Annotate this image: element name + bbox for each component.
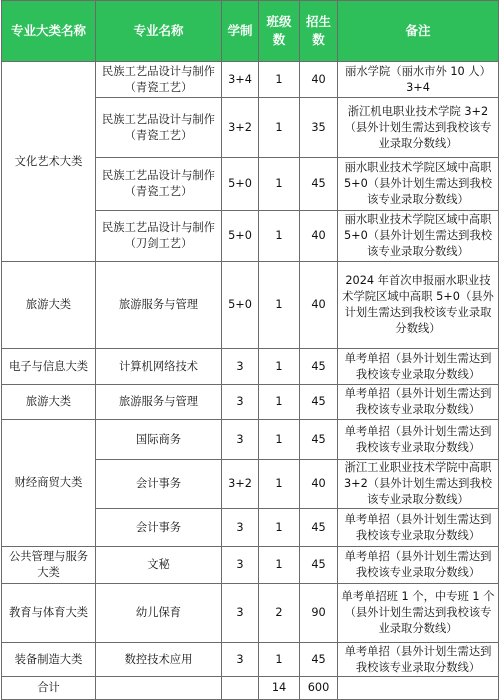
note-cell: 丽水职业技术学院区域中高职 5+0（县外计划生需达到我校该专业录取分数线） [338, 211, 499, 262]
total-classes: 14 [259, 677, 300, 700]
classes-cell: 1 [259, 460, 300, 509]
enroll-cell: 35 [300, 98, 338, 158]
major-cell: 民族工艺品设计与制作（青瓷工艺） [96, 62, 222, 98]
table-row [2, 385, 499, 420]
note-cell: 单考单招班 1 个，中专班 1 个（县外计划生需达到我校该专业录取分数线） [338, 584, 499, 643]
table-row [2, 643, 499, 677]
system-cell: 5+0 [222, 262, 259, 349]
category-cell: 文化艺术大类 [2, 62, 96, 262]
header-category: 专业大类名称 [2, 1, 96, 62]
major-cell: 会计事务 [96, 460, 222, 509]
note-cell: 单考单招（县外计划生需达到我校该专业录取分数线） [338, 349, 499, 385]
note-cell: 单考单招（县外计划生需达到我校该专业录取分数线） [338, 385, 499, 420]
enroll-cell: 45 [300, 420, 338, 460]
system-cell: 3 [222, 349, 259, 385]
category-cell: 财经商贸大类 [2, 420, 96, 547]
category-cell: 旅游大类 [2, 385, 96, 420]
enroll-cell: 40 [300, 262, 338, 349]
major-cell: 国际商务 [96, 420, 222, 460]
enroll-cell: 45 [300, 547, 338, 584]
classes-cell: 1 [259, 211, 300, 262]
total-label: 合计 [2, 677, 96, 700]
classes-cell: 1 [259, 420, 300, 460]
note-cell: 单考单招（县外计划生需达到我校该专业录取分数线） [338, 643, 499, 677]
note-cell: 浙江机电职业技术学院 3+2（县外计划生需达到我校该专业录取分数线） [338, 98, 499, 158]
system-cell: 3 [222, 584, 259, 643]
note-cell: 单考单招（县外计划生需达到我校该专业录取分数线） [338, 547, 499, 584]
major-cell: 旅游服务与管理 [96, 262, 222, 349]
enroll-cell: 45 [300, 509, 338, 547]
system-cell: 3+2 [222, 98, 259, 158]
enroll-cell: 45 [300, 643, 338, 677]
major-cell: 计算机网络技术 [96, 349, 222, 385]
enroll-cell: 40 [300, 211, 338, 262]
system-cell: 5+0 [222, 158, 259, 211]
header-system: 学制 [222, 1, 259, 62]
classes-cell: 1 [259, 643, 300, 677]
note-cell: 单考单招（县外计划生需达到我校该专业录取分数线） [338, 420, 499, 460]
category-cell: 旅游大类 [2, 262, 96, 349]
enroll-cell: 45 [300, 158, 338, 211]
note-cell: 丽水学院（丽水市外 10 人）3+4 [338, 62, 499, 98]
classes-cell: 1 [259, 262, 300, 349]
classes-cell: 1 [259, 509, 300, 547]
enrollment-plan-table [1, 0, 499, 700]
system-cell: 3 [222, 509, 259, 547]
major-cell: 民族工艺品设计与制作（青瓷工艺） [96, 158, 222, 211]
table-row [2, 349, 499, 385]
enroll-cell: 90 [300, 584, 338, 643]
table-row [2, 420, 499, 460]
table-row [2, 262, 499, 349]
system-cell: 3 [222, 547, 259, 584]
header-major: 专业名称 [96, 1, 222, 62]
header-note: 备注 [338, 1, 499, 62]
header-enroll: 招生数 [300, 1, 338, 62]
table-row [2, 62, 499, 98]
system-cell: 3+2 [222, 460, 259, 509]
enroll-cell: 40 [300, 460, 338, 509]
system-cell: 3 [222, 643, 259, 677]
major-cell: 会计事务 [96, 509, 222, 547]
note-cell: 浙江工业职业技术学院中高职 3+2（县外计划生需达到我校该专业录取分数线） [338, 460, 499, 509]
major-cell: 数控技术应用 [96, 643, 222, 677]
table-row [2, 547, 499, 584]
classes-cell: 1 [259, 385, 300, 420]
enroll-cell: 45 [300, 349, 338, 385]
major-cell: 文秘 [96, 547, 222, 584]
classes-cell: 1 [259, 98, 300, 158]
header-classes: 班级数 [259, 1, 300, 62]
major-cell: 民族工艺品设计与制作（刀剑工艺） [96, 211, 222, 262]
table-row [2, 584, 499, 643]
enroll-cell: 40 [300, 62, 338, 98]
category-cell: 装备制造大类 [2, 643, 96, 677]
classes-cell: 2 [259, 584, 300, 643]
header-row [2, 1, 499, 62]
category-cell: 公共管理与服务大类 [2, 547, 96, 584]
system-cell: 3+4 [222, 62, 259, 98]
note-cell: 2024 年首次申报丽水职业技术学院区域中高职 5+0（县外计划生需达到我校该专业录取分数线） [338, 262, 499, 349]
system-cell: 3 [222, 420, 259, 460]
classes-cell: 1 [259, 349, 300, 385]
classes-cell: 1 [259, 158, 300, 211]
category-cell: 教育与体育大类 [2, 584, 96, 643]
total-enroll: 600 [300, 677, 338, 700]
system-cell: 3 [222, 385, 259, 420]
major-cell: 幼儿保育 [96, 584, 222, 643]
note-cell: 丽水职业技术学院区域中高职 5+0（县外计划生需达到我校该专业录取分数线） [338, 158, 499, 211]
note-cell: 单考单招（县外计划生需达到我校该专业录取分数线） [338, 509, 499, 547]
system-cell: 5+0 [222, 211, 259, 262]
classes-cell: 1 [259, 62, 300, 98]
category-cell: 电子与信息大类 [2, 349, 96, 385]
classes-cell: 1 [259, 547, 300, 584]
major-cell: 旅游服务与管理 [96, 385, 222, 420]
enroll-cell: 45 [300, 385, 338, 420]
major-cell: 民族工艺品设计与制作（青瓷工艺） [96, 98, 222, 158]
